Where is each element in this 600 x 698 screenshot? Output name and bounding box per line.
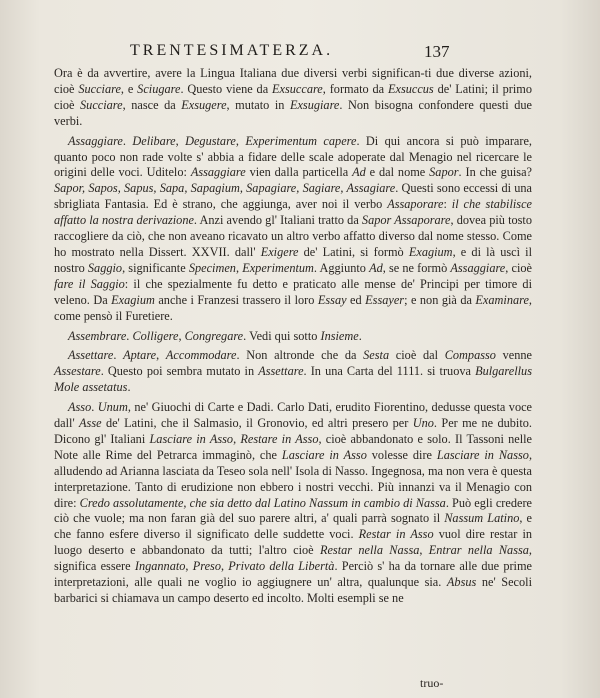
text-run: . Perciò s' ha da tornare alle due prime interpretazioni, alle quali ne voglio io aggiugnere un' altra, qualunque sia. [54,559,532,590]
text-run: de' Latini, si formò [298,244,409,259]
text-run: . Questo viene da [180,81,273,96]
text-run: , [220,559,229,574]
text-run: , cioè [505,260,532,275]
text-run: . [91,400,98,415]
text-run: , mutato in [226,97,290,112]
text-run: . Per me ne dubito. Dicono gl' Italiani [54,416,532,446]
italic-term: Sapor [429,165,459,180]
italic-term: Aptare [123,348,157,363]
text-run: . [122,133,133,148]
italic-term: Lasciare in Asso [149,431,234,446]
italic-term: Experimentum [242,260,314,275]
italic-term: Specimen [188,260,236,275]
italic-term: Ingannato [134,559,186,574]
italic-term: Assaporare [387,197,444,212]
text-run: venne [495,348,533,363]
text-run: , alludendo ad Arianna lasciata da Teseo sola nell' Isola di Nasso. Ingegnosa, ma non vera è questa interpretazione. Tanto di erudizione non ebbero i nostri vecchi. Più innanzi va il Menagio con dire: [54,447,533,510]
text-run: , [178,328,185,343]
text-run: ne' Secoli barbarici si chiamava un campo deserto ed incolto. Molti esempli se ne [54,575,532,605]
italic-term: Succiare [78,81,121,96]
text-run: . Anzi avendo gl' Italiani tratto da [193,213,362,228]
italic-term: Saggio [87,260,123,275]
italic-term: Bulgarellus Mole assetatus [54,364,532,395]
italic-term: Sapor, Sapos, Sapus, Sapa, Sapagium, Sapagiare, Sagiare, Assagiare [54,181,396,196]
italic-term: Restare in Asso [240,431,319,446]
text-run: volesse dire [366,447,437,462]
italic-term: Exsuccare [272,81,323,96]
italic-term: Uno [412,416,434,431]
text-run: : [443,197,452,212]
text-run: , significa essere [54,543,532,574]
italic-term: Essay [317,292,347,307]
italic-term: Assettare [68,348,114,363]
text-run: , e che fanno esfere diverso il significato delle suddette voci. [54,511,532,542]
italic-term: Sapor Assaporare [361,213,451,228]
italic-term: Succiare [80,97,123,112]
text-run: . [126,328,133,343]
italic-term: Nassum Latino [444,511,520,526]
text-run: . In che guisa? [458,165,533,180]
italic-term: Lasciare in Nasso [436,447,529,462]
page-body [54,66,532,611]
text-run: . Di qui ancora si può imparare, quanto poco non rade volte s' abbia a fidare delle scale adoperate dal Menagio nel ricercare le origini delle voci. Uditelo: [54,133,532,180]
italic-term: Assaggiare [190,165,246,180]
text-run: , [235,260,243,275]
paragraph-succiare [54,66,532,130]
italic-term: Ad [369,260,383,275]
text-run: . Può egli credere ciò che vuole; ma non faran già del suo parere altri, a' quali parrà sognato il [54,495,533,526]
italic-term: Assestare [54,364,101,379]
text-run: , [419,543,429,558]
text-run: vuol dire restar in luogo deserto e abbandonato da tutti; l'altro cioè [54,527,533,558]
italic-term: Assaggiare [450,260,506,275]
italic-term: Exigere [260,244,299,259]
text-run: . Non altronde che da [236,348,364,363]
italic-term: Exsugiare [289,97,340,112]
text-run: , [185,559,193,574]
italic-term: Privato della Libertà [228,559,335,574]
text-run: , e [120,81,138,96]
text-run: . [113,348,124,363]
text-run: , [156,348,166,363]
italic-term: Entrar nella Nassa [428,543,529,558]
paragraph-assembrare [54,329,532,345]
italic-term: Essayer [365,292,405,307]
italic-term: Accommodare [165,348,237,363]
text-run: , e di là uscì il nostro [54,244,533,275]
text-run: , ne' Giuochi di Carte e Dadi. Carlo Dati, erudito Fiorentino, dedusse questa voce dall' [54,400,533,431]
text-run: , nasce da [122,97,182,112]
text-run: . In una Carta del 1111. si truova [303,364,476,379]
italic-term: Experimentum capere [245,133,357,148]
page-number: 137 [424,42,450,61]
running-title: TRENTESIMATERZA. [130,42,334,59]
italic-term: Degustare [185,133,236,148]
italic-term: Colligere [132,328,179,343]
text-run: , come pensò il Furetiere. [54,292,532,323]
italic-term: Assembrare [68,328,127,343]
italic-term: Restar nella Nassa [319,543,420,558]
text-run: . Questo poi sembra mutato in [100,364,259,379]
italic-term: Exsuccus [387,81,434,96]
text-run: : il che spezialmente fu detto e praticato alle mense de' Principi per timore di veleno. Da [54,276,532,307]
paragraph-assaggiare [54,134,532,325]
italic-term: Unum [97,400,128,415]
italic-term: Asse [79,416,102,431]
italic-term: Preso [192,559,221,574]
italic-term: Exsugere [181,97,227,112]
text-run: Ora è da avvertire, avere la Lingua Italiana due diversi verbi significan-ti due diverse azioni, cioè [54,66,532,96]
italic-term: Asso [68,400,92,415]
text-run: de' Latini, che il Salmasio, il Gronovio, ed altri presero per [101,416,413,431]
italic-term: Absus [446,575,477,590]
italic-term: fare il Saggio [54,276,125,291]
italic-term: Exagium [111,292,155,307]
text-run: ed [346,292,366,307]
italic-term: Credo assolutamente, che sia detto dal Latino Nassum in cambio di Nassa [79,495,446,510]
text-run: , cioè abbandonato e solo. Il Tassoni nelle Note alle Rime del Petrarca immaginò, che [54,431,532,462]
italic-term: Insieme [320,328,359,343]
text-run: cioè dal [389,348,445,363]
italic-term: Congregare [184,328,244,343]
text-run: , [233,431,241,446]
text-run: , dovea più tosto raccogliere da ciò, che non aveano ricavato un altro verbo affatto diverso dal nome stesso. Come ho mostrato nella Dissert. XXVII. dall' [54,213,532,259]
text-run: , [175,133,186,148]
text-run: , se ne formò [382,260,451,275]
text-run: . Aggiunto [313,260,370,275]
page-header [0,42,600,66]
text-run: . [358,328,362,343]
italic-term: Sciugare [137,81,181,96]
text-run: , [235,133,246,148]
text-run: e dal nome [365,165,430,180]
italic-term: Restar in Asso [358,527,434,542]
text-run: vien dalla particella [245,165,353,180]
text-run: . Questi sono eccessi di una sbrigliata Fantasia. Ed è strano, che aggiunga, aver noi il verbo [54,181,533,212]
text-run: ; e non già da [404,292,476,307]
text-run: de' Latini; il primo cioè [54,81,532,112]
italic-term: Assaggiare [68,133,123,148]
italic-term: Sesta [363,348,390,363]
text-run: . Vedi qui sotto [243,328,321,343]
text-run: . [127,380,131,395]
italic-term: Ad [352,165,366,180]
text-run: , formato da [322,81,388,96]
text-run: anche i Franzesi trassero il loro [154,292,318,307]
text-run: . Non bisogna confondere questi due verbi. [54,97,533,128]
italic-term: Compasso [444,348,496,363]
paragraph-asso [54,400,532,607]
catchword: truo- [420,676,444,690]
italic-term: Assettare [258,364,304,379]
italic-term: Exagium [408,244,453,259]
paragraph-assettare [54,348,532,396]
italic-term: Delibare [132,133,176,148]
text-run: , significante [122,260,189,275]
italic-term: Examinare [475,292,529,307]
italic-term: Lasciare in Asso [281,447,367,462]
italic-term: il che stabilisce affatto la nostra derivazione [54,197,532,228]
